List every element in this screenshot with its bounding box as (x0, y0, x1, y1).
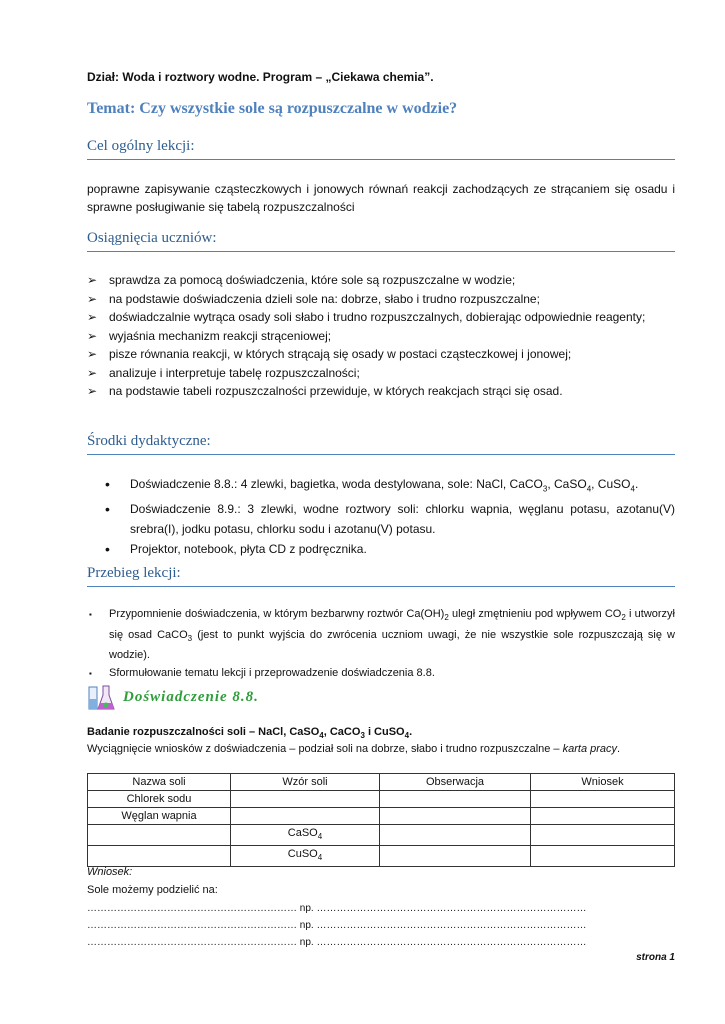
heading-przebieg: Przebieg lekcji: (87, 565, 675, 587)
table-cell: CaSO$_4$ (231, 825, 380, 846)
list-item: ➢ sprawdza za pomocą doświadczenia, które sole są rozpuszczalne w wodzie; (87, 271, 675, 290)
table-cell: CuSO$_4$ (231, 846, 380, 867)
table-cell[interactable] (380, 825, 531, 846)
table-cell[interactable] (531, 808, 675, 825)
results-table (87, 773, 675, 867)
list-item: ➢ analizuje i interpretuje tabelę rozpuszczalności; (87, 364, 675, 383)
table-cell[interactable] (88, 825, 231, 846)
square-bullet-icon: ▪ (89, 610, 92, 619)
osiagniecia-list (87, 271, 675, 401)
table-cell[interactable] (380, 791, 531, 808)
section-header: Dział: Woda i roztwory wodne. Program – „Ciekawa chemia”. (87, 70, 434, 84)
table-row (88, 808, 675, 825)
wnioski-line: Wyciągnięcie wniosków z doświadczenia – podział soli na dobrze, słabo i trudno rozpuszczalne – karta pracy. (87, 743, 621, 755)
page-number: strona 1 (636, 952, 675, 963)
list-item: • Doświadczenie 8.9.: 3 zlewki, wodne roztwory soli: chlorku wapnia, węglanu potasu, azotanu(V) srebra(I), jodku potasu, chlorku sodu i azotanu(V) potasu. (105, 501, 675, 537)
table-row (88, 825, 675, 846)
column-header: Obserwacja (380, 774, 531, 791)
table-cell[interactable] (380, 846, 531, 867)
list-item: ➢ wyjaśnia mechanizm reakcji strąceniowej; (87, 327, 675, 346)
arrow-icon: ➢ (87, 384, 98, 398)
arrow-icon: ➢ (87, 365, 98, 380)
list-item: ➢ doświadczalnie wytrąca osady soli słabo i trudno rozpuszczalnych, dobierając odpowiednie reagenty; (87, 308, 675, 327)
answer-line[interactable]: ……………………………………………………… np. ……………………………………………………………………… (87, 937, 587, 948)
lab-flask-icon (87, 683, 117, 713)
column-header: Nazwa soli (88, 774, 231, 791)
heading-osiagniecia: Osiągnięcia uczniów: (87, 230, 675, 252)
list-item: ➢ na podstawie tabeli rozpuszczalności przewiduje, w których reakcjach strąci się osad. (87, 382, 675, 401)
heading-cel: Cel ogólny lekcji: (87, 138, 675, 160)
table-row (88, 791, 675, 808)
cel-text: poprawne zapisywanie cząsteczkowych i jonowych równań reakcji zachodzących ze strącaniem się osadu i sprawne posługiwanie się tabelą rozpuszczalności (87, 182, 675, 214)
list-item: ▪ Sformułowanie tematu lekcji i przeprowadzenie doświadczenia 8.8. (87, 665, 675, 683)
experiment-header (87, 683, 387, 713)
table-cell[interactable] (531, 846, 675, 867)
list-item: • Doświadczenie 8.8.: 4 zlewki, bagietka, woda destylowana, sole: NaCl, CaCO$_3$, CaSO$_4$, CuSO$_4$. (105, 476, 639, 494)
wniosek-label: Wniosek: (87, 866, 133, 878)
arrow-icon: ➢ (87, 273, 98, 287)
bullet-icon: • (105, 541, 110, 558)
column-header: Wniosek (531, 774, 675, 791)
arrow-icon: ➢ (87, 291, 98, 306)
table-cell[interactable] (231, 808, 380, 825)
table-row (88, 846, 675, 867)
answer-line[interactable]: ……………………………………………………… np. ……………………………………………………………………… (87, 903, 587, 914)
table-cell[interactable] (531, 791, 675, 808)
heading-srodki: Środki dydaktyczne: (87, 433, 675, 455)
list-item: ▪ Przypomnienie doświadczenia, w którym bezbarwny roztwór $Ca(OH)_2$ uległ zmętnieniu pod wpływem $CO_2$ i utworzył się osad CaCO$_3$ (jest to punkt wyjścia do zwrócenia uczniom uwagi, że nie wszystkie sole rozpuszczają się w wodzie). (89, 608, 675, 662)
table-cell[interactable] (380, 808, 531, 825)
column-header: Wzór soli (231, 774, 380, 791)
badanie-line: Badanie rozpuszczalności soli – NaCl, CaSO$_4$, CaCO$_3$ i CuSO$_4$. (87, 726, 413, 741)
experiment-title: Doświadczenie 8.8. (123, 689, 259, 705)
srodki-list (87, 474, 675, 559)
list-item: • Projektor, notebook, płyta CD z podręcznika. (105, 541, 367, 558)
bullet-icon: • (105, 501, 110, 518)
list-item: ➢ pisze równania reakcji, w których strącają się osady w postaci cząsteczkowej i jonowej; (87, 345, 675, 364)
lesson-topic: Temat: Czy wszystkie sole są rozpuszczalne w wodzie? (87, 100, 458, 117)
arrow-icon: ➢ (87, 310, 98, 324)
arrow-icon: ➢ (87, 328, 98, 343)
bullet-icon: • (105, 476, 110, 492)
table-cell[interactable] (531, 825, 675, 846)
arrow-icon: ➢ (87, 347, 98, 361)
table-cell[interactable] (231, 791, 380, 808)
square-bullet-icon: ▪ (89, 668, 92, 678)
table-header-row (88, 774, 675, 791)
table-cell: Chlorek sodu (88, 791, 231, 808)
przebieg-list (87, 606, 675, 682)
list-item: ➢ na podstawie doświadczenia dzieli sole na: dobrze, słabo i trudno rozpuszczalne; (87, 290, 675, 309)
table-cell: Węglan wapnia (88, 808, 231, 825)
answer-line[interactable]: ……………………………………………………… np. ……………………………………………………………………… (87, 920, 587, 931)
wniosek-intro: Sole możemy podzielić na: (87, 884, 218, 896)
